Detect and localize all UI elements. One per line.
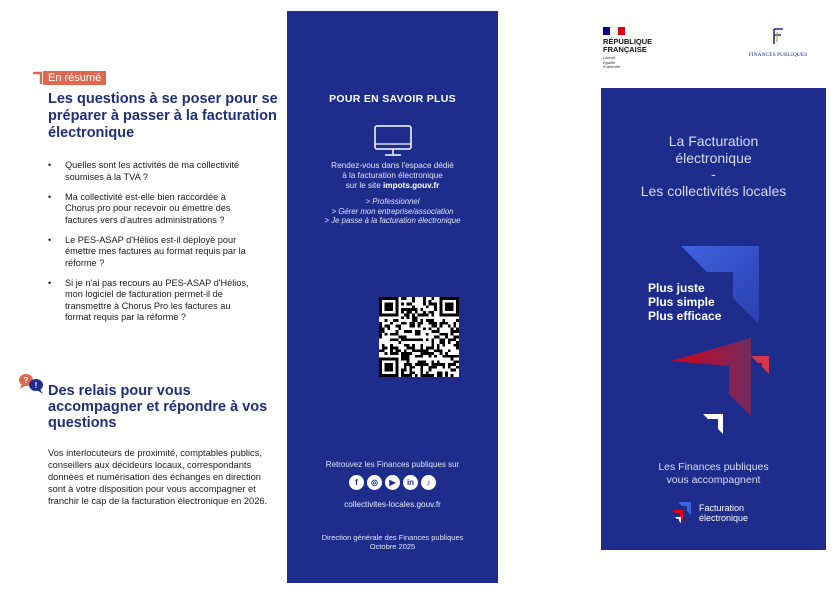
rf-motto xyxy=(603,56,673,70)
monitor-icon xyxy=(373,124,413,163)
arrows-graphic-icon xyxy=(641,236,801,446)
slogan-line: Plus simple xyxy=(648,295,715,309)
summary-tag xyxy=(31,70,106,86)
cover-title-line: électronique xyxy=(675,149,752,166)
questions-list xyxy=(48,160,258,332)
rf-motto-line: Fraternité xyxy=(603,64,621,69)
cover-slogan xyxy=(648,281,721,323)
rf-title xyxy=(603,38,673,54)
qr-code[interactable] xyxy=(379,297,459,377)
logo-text-line: électronique xyxy=(699,513,749,523)
social-text: Retrouvez les Finances publiques sur xyxy=(325,460,460,469)
finances-publiques-emblem-icon xyxy=(771,27,785,45)
linkedin-icon[interactable]: in xyxy=(403,475,418,490)
republique-francaise-logo xyxy=(603,27,673,70)
question-item: • Quelles sont les activités de ma collectivité soumises à la TVA ? xyxy=(48,160,258,183)
info-panel xyxy=(287,11,498,583)
cover-subtitle-line: vous accompagnent xyxy=(666,474,761,486)
cover-title-line: La Facturation xyxy=(668,133,759,149)
support-paragraph: Vos interlocuteurs de proximité, comptables publics, conseillers aux décideurs locaux, correspondants données et numérisation des échanges en direction sont à votre disposition pour vous accompagner et franchir le cap de la facturation électronique en 2026. xyxy=(48,448,268,506)
cover-title-dash: - xyxy=(711,166,716,182)
cover-subtitle-line: Les Finances publiques xyxy=(658,461,769,473)
cover-subtitle xyxy=(601,461,826,487)
rf-motto-line: Égalité xyxy=(603,59,616,65)
youtube-icon[interactable]: ▶ xyxy=(385,475,400,490)
logo-text-line: Facturation xyxy=(699,503,745,513)
facturation-electronique-logo xyxy=(669,500,748,526)
facturation-arrows-icon xyxy=(669,500,695,526)
cover-title xyxy=(601,133,826,199)
cover-panel xyxy=(601,88,826,550)
tiktok-icon[interactable]: ♪ xyxy=(421,475,436,490)
footer-line: Direction générale des Finances publiques xyxy=(321,533,464,542)
finances-publiques-logo xyxy=(743,27,813,58)
info-line-prefix: sur le site xyxy=(345,181,384,190)
info-footer xyxy=(287,533,498,551)
question-item: • Ma collectivité est-elle bien raccordée à Chorus pro pour recevoir ou émettre des factures vers d'autres administrations ? xyxy=(48,192,258,227)
facebook-icon[interactable]: f xyxy=(349,475,364,490)
navigation-path xyxy=(287,197,498,226)
tag-fold-icon xyxy=(31,70,43,86)
impots-link[interactable]: impots.gouv.fr xyxy=(383,181,440,190)
cover-title-line: Les collectivités locales xyxy=(640,182,787,199)
path-step: > Professionnel xyxy=(365,197,420,206)
rf-title-line: FRANÇAISE xyxy=(603,45,647,54)
info-line: à la facturation électronique xyxy=(342,171,443,180)
instagram-icon[interactable]: ◎ xyxy=(367,475,382,490)
chat-bubbles-icon xyxy=(17,372,47,396)
collectivites-link[interactable]: collectivites-locales.gouv.fr xyxy=(344,500,441,509)
info-line xyxy=(287,181,498,191)
facturation-logo-text xyxy=(699,503,748,523)
question-item: • Le PES-ASAP d'Hélios est-il déployé pour émettre mes factures au format requis par la réforme ? xyxy=(48,235,258,270)
path-step: > Gérer mon entreprise/association xyxy=(331,206,454,216)
info-title: POUR EN SAVOIR PLUS xyxy=(329,93,456,105)
questions-heading: Les questions à se poser pour se préparer à passer à la facturation électronique xyxy=(48,91,278,141)
question-item: • Si je n'ai pas recours au PES-ASAP d'Hélios, mon logiciel de facturation permet-il de transmettre à Chorus Pro les factures au format requis par la réforme ? xyxy=(48,278,258,324)
info-text xyxy=(287,161,498,191)
marianne-flag-icon xyxy=(603,27,625,35)
summary-tag-label: En résumé xyxy=(43,71,106,85)
rf-motto-line: Liberté xyxy=(603,55,616,60)
rf-title-line: RÉPUBLIQUE xyxy=(603,37,653,46)
svg-text:?: ? xyxy=(23,376,29,385)
svg-text:!: ! xyxy=(34,381,38,390)
info-line: Rendez-vous dans l'espace dédié xyxy=(331,161,454,170)
social-icons xyxy=(287,475,498,490)
fp-label: FINANCES PUBLIQUES xyxy=(748,52,808,58)
slogan-line: Plus juste xyxy=(648,281,705,295)
path-step: > Je passe à la facturation électronique xyxy=(324,216,461,225)
slogan-line: Plus efficace xyxy=(648,309,722,323)
support-heading: Des relais pour vous accompagner et répondre à vos questions xyxy=(48,383,268,431)
footer-line: Octobre 2025 xyxy=(369,542,416,551)
